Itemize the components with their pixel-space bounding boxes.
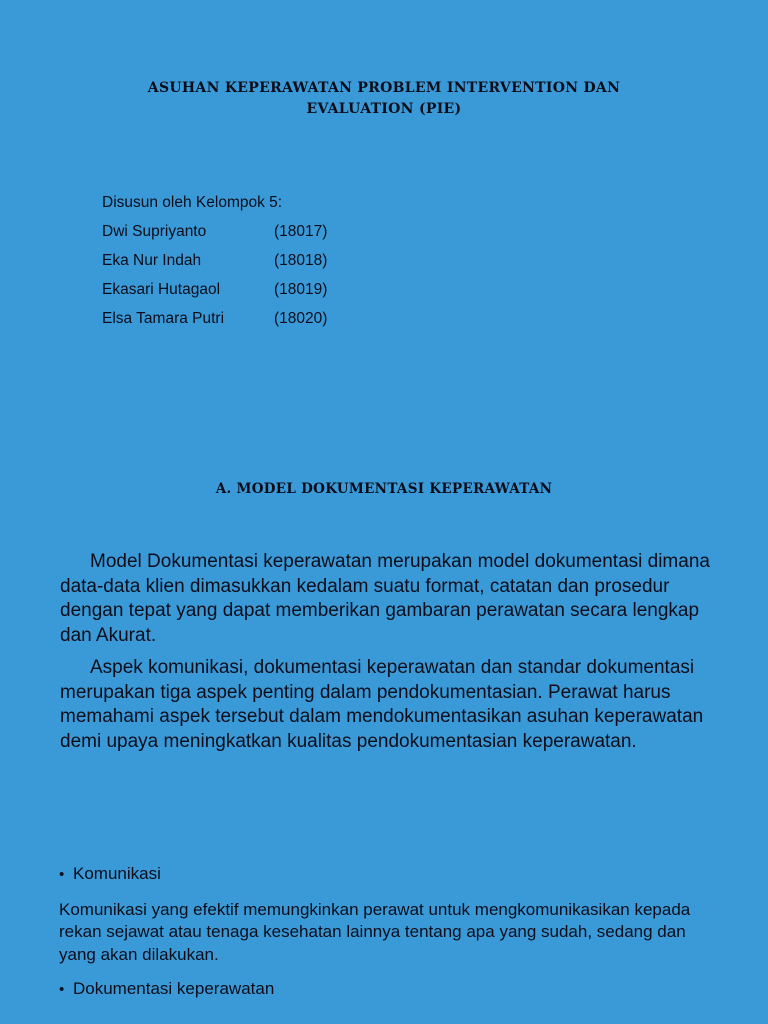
author-row xyxy=(102,221,327,250)
bullet-marker: • xyxy=(59,981,65,998)
title-line-1: ASUHAN KEPERAWATAN PROBLEM INTERVENTION DAN xyxy=(147,80,621,96)
bullet-item xyxy=(59,863,719,887)
author-name: Elsa Tamara Putri xyxy=(102,310,225,327)
section-body xyxy=(60,550,720,762)
author-name: Eka Nur Indah xyxy=(102,252,202,269)
author-id: (18019) xyxy=(274,281,328,298)
paragraph: Aspek komunikasi, dokumentasi keperawatan dan standar dokumentasi merupakan tiga aspek penting dalam pendokumentasian. Perawat harus memahami aspek tersebut dalam mendokumentasikan asuhan keperawatan demi upaya meningkatkan kualitas pendokumentasian keperawatan. xyxy=(60,657,704,752)
author-row xyxy=(102,308,327,337)
author-name: Ekasari Hutagaol xyxy=(102,281,221,298)
author-id: (18017) xyxy=(274,223,328,240)
slide-title xyxy=(0,78,768,120)
bullet-list xyxy=(59,863,719,1014)
author-id: (18020) xyxy=(274,310,328,327)
author-row xyxy=(102,250,327,279)
bullet-paragraph: Komunikasi yang efektif memungkinkan perawat untuk mengkomunikasikan kepada rekan sejawat atau tenaga kesehatan lainnya tentang apa yang sudah, sedang dan yang akan dilakukan. xyxy=(59,899,691,964)
paragraph: Model Dokumentasi keperawatan merupakan model dokumentasi dimana data-data klien dimasukkan kedalam suatu format, catatan dan prosedur dengan tepat yang dapat memberikan gambaran perawatan secara lengkap dan Akurat. xyxy=(60,551,710,646)
section-heading: A. MODEL DOKUMENTASI KEPERAWATAN xyxy=(215,481,553,497)
bullet-heading: Dokumentasi keperawatan xyxy=(73,979,275,998)
author-id: (18018) xyxy=(274,252,328,269)
authors-intro: Disusun oleh Kelompok 5: xyxy=(102,194,283,211)
bullet-heading: Komunikasi xyxy=(73,864,161,883)
author-row xyxy=(102,279,327,308)
title-line-2: EVALUATION (PIE) xyxy=(306,101,462,117)
author-name: Dwi Supriyanto xyxy=(102,223,207,240)
bullet-marker: • xyxy=(59,866,65,883)
bullet-item xyxy=(59,978,719,1002)
author-list xyxy=(102,192,327,337)
